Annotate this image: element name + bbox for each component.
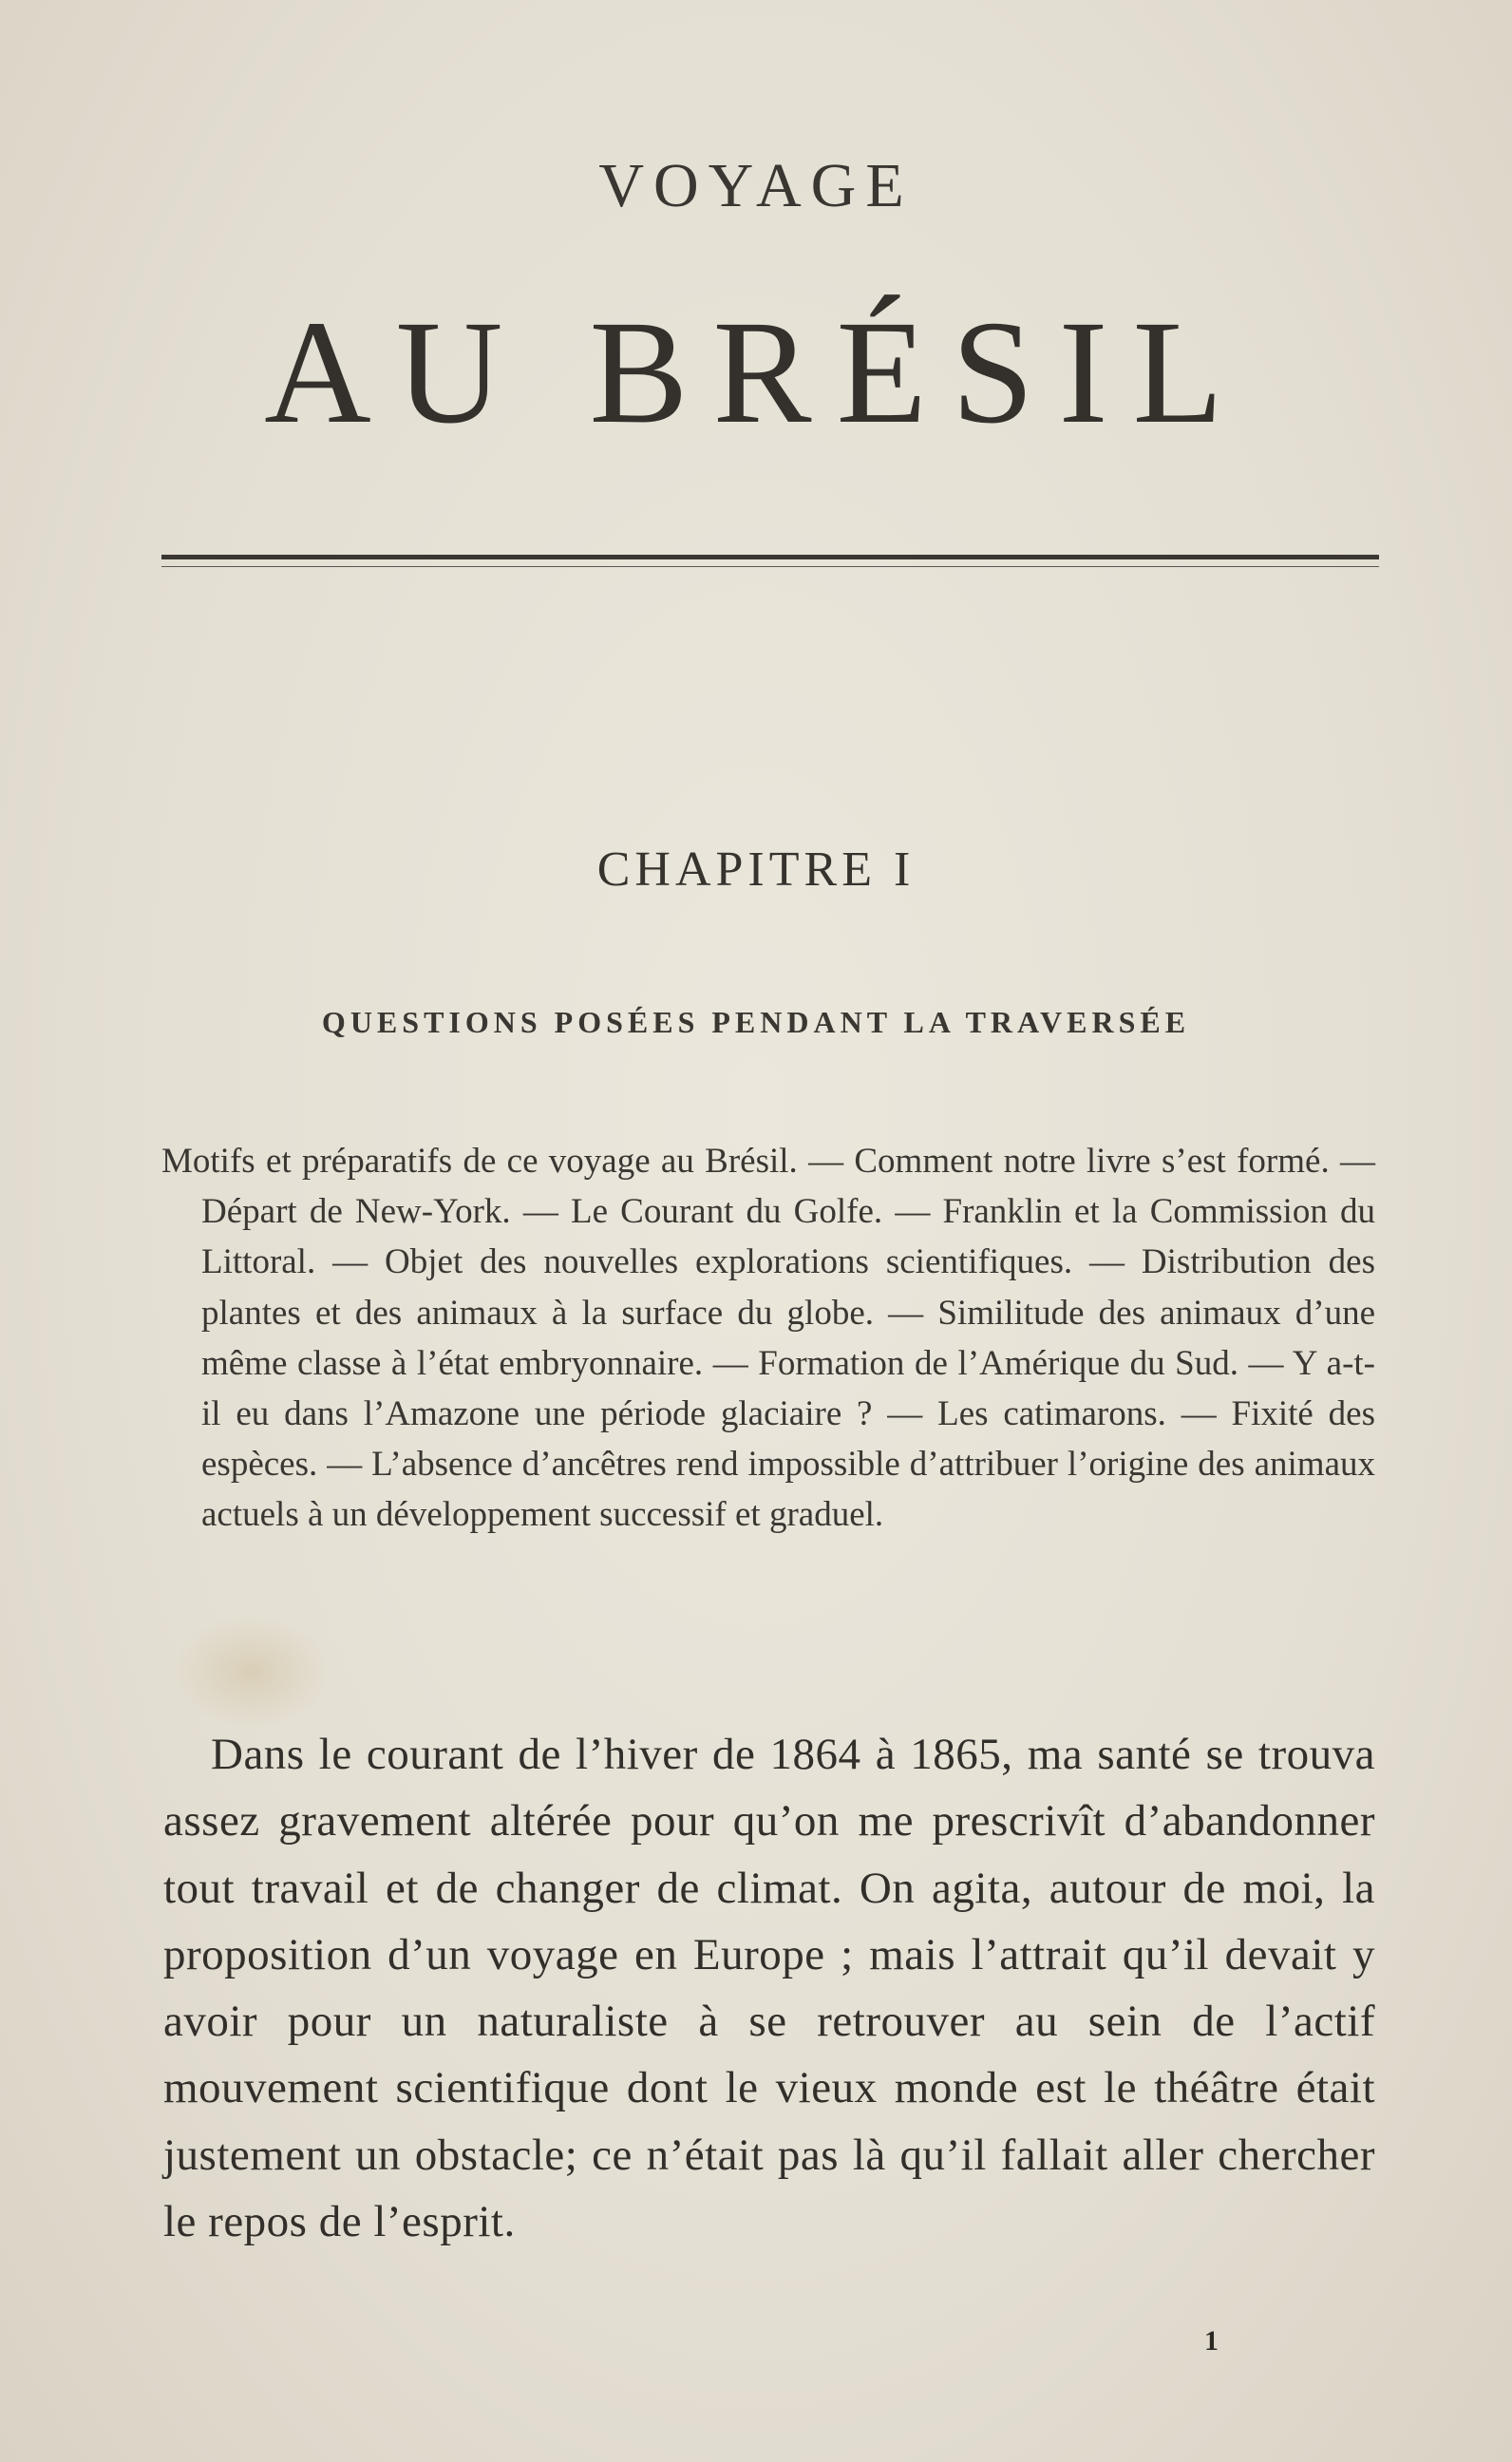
body-paragraph: Dans le courant de l’hiver de 1864 à 1865, ma santé se trouva assez gravement altérée pour qu’on me prescrivît d’abandonner tout travail et de changer de climat. On agita, autour de moi, la proposition d’un voyage en Europe ; mais l’attrait qu’il devait y avoir pour un naturaliste à se retrouver au sein de l’actif mouvement scientifique dont le vieux monde est le théâtre était justement un obstacle; ce n’était pas là qu’il fallait aller chercher le repos de l’esprit.	[163, 1730, 1375, 2247]
paper-stain	[171, 1615, 332, 1729]
chapter-summary: Motifs et préparatifs de ce voyage au Brésil. — Comment notre livre s’est formé. — Départ de New-York. — Le Courant du Golfe. — Franklin et la Commission du Littoral. — Objet des nouvelles explorations scientifiques. — Distribution des plantes et des animaux à la surface du globe. — Similitude des animaux d’une même classe à l’état embryonnaire. — Formation de l’Amérique du Sud. — Y a-t-il eu dans l’Amazone une période glaciaire ? — Les catimarons. — Fixité des espèces. — L’absence d’ancêtres rend impossible d’attribuer l’origine des animaux actuels à un développement successif et graduel.	[161, 1142, 1375, 1535]
chapter-heading: CHAPITRE I	[596, 843, 916, 897]
page-number: 1	[1204, 2325, 1219, 2357]
book-title-small: VOYAGE	[598, 151, 914, 220]
title-divider-thin	[161, 566, 1379, 567]
book-title-large: AU BRÉSIL	[264, 290, 1248, 454]
title-divider	[161, 555, 1379, 559]
chapter-subtitle: QUESTIONS POSÉES PENDANT LA TRAVERSÉE	[321, 1005, 1191, 1039]
